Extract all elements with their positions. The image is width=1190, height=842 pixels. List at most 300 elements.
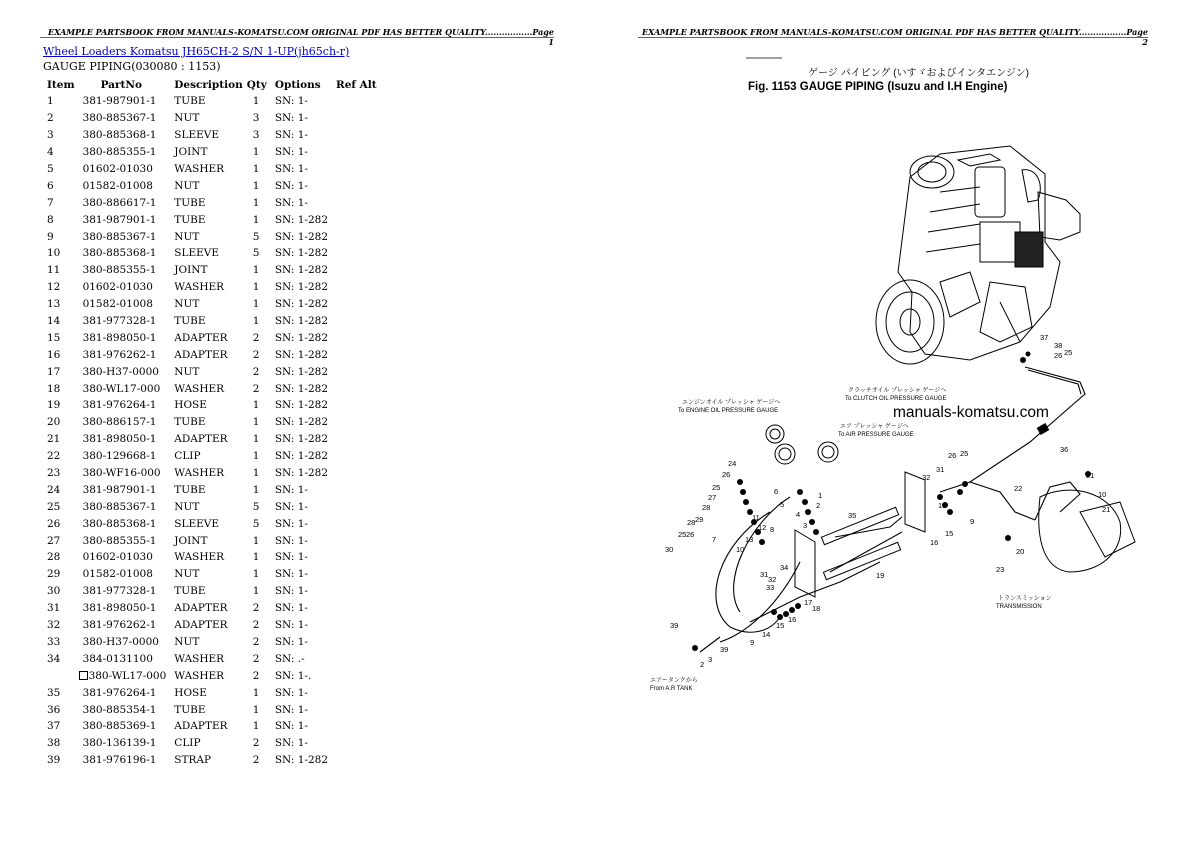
item-number: 34: [47, 652, 61, 665]
part-ref-alt: [332, 465, 381, 482]
part-qty: 1: [252, 146, 260, 159]
part-qty: 1: [252, 585, 260, 598]
item-number: 8: [47, 213, 54, 226]
table-row: [43, 481, 381, 498]
callout: 9: [970, 517, 975, 526]
part-ref-alt: [332, 346, 381, 363]
part-options: SN: 1-282: [274, 298, 328, 311]
part-number: 381-976262-1: [82, 619, 157, 632]
callout: 2: [700, 660, 705, 669]
part-number: [79, 667, 171, 684]
part-qty: 1: [252, 264, 260, 277]
part-options: SN: 1-282: [274, 467, 328, 480]
part-description: NUT: [174, 365, 200, 378]
part-qty: 1: [252, 703, 260, 716]
table-row: [43, 194, 381, 211]
part-description: ADAPTER: [174, 331, 228, 344]
item-number: 31: [47, 602, 61, 615]
part-description: ADAPTER: [174, 720, 228, 733]
part-description: TUBE: [174, 213, 206, 226]
part-options: SN: 1-: [274, 720, 308, 733]
col-options: Options: [274, 78, 321, 91]
part-number: 381-987901-1: [82, 213, 157, 226]
part-ref-alt: [332, 667, 381, 684]
callout: 26: [1054, 351, 1063, 360]
callout: 3: [803, 521, 808, 530]
part-ref-alt: [332, 194, 381, 211]
part-number-text: 380-WL17-000: [88, 669, 167, 682]
callout: 32: [922, 473, 931, 482]
item-number: 17: [47, 365, 61, 378]
part-qty: 5: [252, 247, 260, 260]
label-air: To AIR PRESSURE GAUGE: [838, 432, 914, 438]
table-row: [43, 684, 381, 701]
table-row: [43, 161, 381, 178]
part-number: 381-898050-1: [82, 602, 157, 615]
part-qty: 1: [252, 163, 260, 175]
part-description: WASHER: [174, 551, 225, 564]
part-options: SN: 1-: [274, 95, 308, 108]
callout: 15: [945, 529, 954, 538]
callout: 11: [752, 513, 760, 522]
part-options: SN: 1-282: [274, 247, 328, 260]
item-number: 11: [47, 264, 61, 277]
part-options: SN: .-: [274, 652, 305, 665]
part-qty: 3: [252, 129, 260, 142]
table-row: [43, 93, 381, 110]
part-description: HOSE: [174, 399, 207, 412]
part-qty: 2: [252, 382, 260, 395]
callout: 10: [938, 501, 947, 510]
item-number: 19: [47, 399, 61, 412]
part-number: 380-885355-1: [82, 534, 157, 547]
part-ref-alt: [332, 498, 381, 515]
callout: 5: [780, 500, 785, 509]
part-number: 380-885368-1: [82, 129, 157, 142]
part-options: SN: 1-282: [274, 433, 328, 446]
part-qty: 5: [252, 517, 260, 530]
part-qty: 2: [252, 348, 260, 361]
part-qty: 1: [252, 213, 260, 226]
part-description: SLEEVE: [174, 517, 220, 530]
part-qty: 1: [252, 534, 260, 547]
part-description: HOSE: [174, 686, 207, 699]
part-qty: 1: [252, 686, 260, 699]
part-number: 381-976196-1: [82, 754, 157, 767]
part-ref-alt: [332, 161, 381, 178]
item-number: 13: [47, 298, 61, 311]
page2-header-rule: [638, 37, 1148, 38]
label-clutch: To CLUTCH OIL PRESSURE GAUGE: [845, 396, 947, 402]
part-number: 01602-01030: [82, 163, 153, 175]
callout: 30: [665, 545, 674, 554]
callout: 2: [816, 501, 821, 510]
part-number: 380-885369-1: [82, 720, 157, 733]
part-description: ADAPTER: [174, 348, 228, 361]
part-description: WASHER: [174, 652, 225, 665]
part-qty: 1: [252, 95, 260, 108]
part-options: SN: 1-282: [274, 416, 328, 429]
callout: 1: [818, 491, 823, 500]
callout: 28: [702, 503, 711, 512]
table-row: [43, 346, 381, 363]
part-description: JOINT: [174, 264, 208, 277]
part-options: SN: 1-282: [274, 754, 328, 767]
part-ref-alt: [332, 414, 381, 431]
item-number: 2: [47, 112, 54, 125]
part-ref-alt: [332, 363, 381, 380]
exploded-diagram: [640, 42, 1150, 702]
item-number: 36: [47, 703, 61, 716]
part-options: SN: 1-: [274, 196, 308, 209]
page2-header: EXAMPLE PARTSBOOK FROM MANUALS-KOMATSU.COM ORIGINAL PDF HAS BETTER QUALITY.................Page 2: [642, 27, 1148, 47]
part-ref-alt: [332, 549, 381, 566]
label-transmission-jp: トランスミッション: [998, 596, 1052, 602]
callout: 34: [780, 563, 789, 572]
item-number: 24: [47, 483, 61, 496]
callout: 21: [1086, 471, 1095, 480]
part-options: SN: 1-: [274, 568, 308, 581]
part-description: NUT: [174, 568, 200, 581]
table-row: [43, 363, 381, 380]
table-row: [43, 414, 381, 431]
part-qty: 1: [252, 281, 260, 294]
item-number: 16: [47, 348, 61, 361]
table-row: [43, 380, 381, 397]
table-row: [43, 634, 381, 651]
callout: 25: [712, 483, 721, 492]
part-number: 380-885355-1: [82, 146, 157, 159]
item-number: 23: [47, 467, 61, 480]
part-number: 01602-01030: [82, 281, 153, 294]
part-qty: 1: [252, 298, 260, 311]
part-description: ADAPTER: [174, 433, 228, 446]
part-qty: 5: [252, 500, 260, 513]
part-number: 380-129668-1: [82, 450, 157, 463]
part-number: 381-977328-1: [82, 585, 157, 598]
part-number: 381-987901-1: [82, 95, 157, 108]
table-row: [43, 735, 381, 752]
item-number: 18: [47, 382, 61, 395]
callout: 22: [1014, 484, 1023, 493]
part-ref-alt: [332, 752, 381, 769]
item-number: 7: [47, 196, 54, 209]
part-options: SN: 1-282: [274, 315, 328, 328]
part-options: SN: 1-282: [274, 450, 328, 463]
part-qty: 1: [252, 720, 260, 733]
part-description: NUT: [174, 230, 200, 243]
part-number: 384-0131100: [82, 652, 153, 665]
part-options: SN: 1-282: [274, 230, 328, 243]
part-options: SN: 1-: [274, 686, 308, 699]
part-description: JOINT: [174, 146, 208, 159]
item-number: 27: [47, 534, 61, 547]
item-number: 32: [47, 619, 61, 632]
part-options: SN: 1-: [274, 483, 308, 496]
part-ref-alt: [332, 650, 381, 667]
item-number: 20: [47, 416, 61, 429]
callout: 25: [960, 449, 969, 458]
callout: 31: [760, 570, 769, 579]
part-number: 380-886617-1: [82, 196, 157, 209]
part-qty: 2: [252, 652, 260, 665]
callout: 24: [728, 459, 737, 468]
label-air-jp: エア プレッシャ ゲージへ: [840, 424, 909, 430]
table-row: [43, 701, 381, 718]
callout: 39: [720, 645, 729, 654]
table-row: [43, 498, 381, 515]
part-ref-alt: [332, 380, 381, 397]
callout: 23: [996, 565, 1005, 574]
part-number: 380-886157-1: [82, 416, 157, 429]
part-ref-alt: [332, 515, 381, 532]
part-number: 380-H37-0000: [82, 635, 159, 648]
part-description: TUBE: [174, 483, 206, 496]
part-description: NUT: [174, 500, 200, 513]
part-options: SN: 1-282: [274, 399, 328, 412]
item-number: 1: [47, 95, 54, 108]
item-number: [43, 667, 79, 684]
callout: 19: [876, 571, 885, 580]
callout: 21: [1102, 505, 1111, 514]
table-row: [43, 617, 381, 634]
item-number: 6: [47, 179, 54, 192]
engine-drawing: [876, 146, 1080, 364]
part-options: SN: 1-: [274, 146, 308, 159]
table-row: [43, 177, 381, 194]
part-ref-alt: [332, 211, 381, 228]
part-qty: 1: [252, 483, 260, 496]
item-number: 22: [47, 450, 61, 463]
part-options: SN: 1-282: [274, 382, 328, 395]
part-description: STRAP: [174, 754, 212, 767]
callout: 26: [948, 451, 957, 460]
part-options: SN: 1-: [274, 703, 308, 716]
part-options: SN: 1-282: [274, 365, 328, 378]
part-options: SN: 1-: [274, 619, 308, 632]
table-row: [43, 127, 381, 144]
part-qty: 1: [252, 399, 260, 412]
part-number: 381-976264-1: [82, 399, 157, 412]
callout: 25: [1064, 348, 1073, 357]
part-description: ADAPTER: [174, 602, 228, 615]
callout: 12: [758, 523, 767, 532]
item-number: 4: [47, 146, 54, 159]
part-ref-alt: [332, 228, 381, 245]
callout: 39: [670, 621, 679, 630]
part-qty: 1: [252, 467, 260, 480]
part-qty: 5: [252, 230, 260, 243]
part-qty: 2: [252, 365, 260, 378]
part-description: WASHER: [174, 669, 225, 682]
part-number: 381-976264-1: [82, 686, 157, 699]
item-number: 28: [47, 551, 61, 564]
callout: 10: [1098, 490, 1107, 499]
part-ref-alt: [332, 296, 381, 313]
part-options: SN: 1-: [274, 129, 308, 142]
part-description: TUBE: [174, 585, 206, 598]
col-ref-alt: Ref Alt: [336, 78, 377, 91]
callout: 13: [745, 535, 754, 544]
part-options: SN: 1-: [274, 635, 308, 648]
table-row: [43, 110, 381, 127]
part-ref-alt: [332, 110, 381, 127]
table-row: [43, 566, 381, 583]
part-ref-alt: [332, 701, 381, 718]
part-qty: 3: [252, 112, 260, 125]
part-number: 381-898050-1: [82, 331, 157, 344]
item-number: 30: [47, 585, 61, 598]
part-qty: 2: [252, 669, 260, 682]
part-qty: 1: [252, 433, 260, 446]
callout: 9: [750, 638, 755, 647]
table-row: [43, 228, 381, 245]
item-number: 25: [47, 500, 61, 513]
callout: 29: [695, 515, 704, 524]
table-row: [43, 515, 381, 532]
part-ref-alt: [332, 144, 381, 161]
item-number: 29: [47, 568, 61, 581]
part-ref-alt: [332, 448, 381, 465]
callout: 26: [686, 530, 695, 539]
part-ref-alt: [332, 313, 381, 330]
col-qty: Qty: [246, 78, 267, 91]
diagram-labels: [650, 386, 1052, 692]
part-qty: 1: [252, 196, 260, 209]
callout: 15: [776, 621, 785, 630]
part-description: SLEEVE: [174, 247, 220, 260]
part-description: TUBE: [174, 416, 206, 429]
part-number: 380-H37-0000: [82, 365, 159, 378]
callout: 26: [722, 470, 731, 479]
part-number: 380-885367-1: [82, 230, 157, 243]
part-description: CLIP: [174, 737, 201, 750]
item-number: 15: [47, 331, 61, 344]
parts-table-header: [43, 76, 381, 93]
col-description: Description: [174, 78, 243, 91]
parts-table: [43, 76, 381, 769]
part-ref-alt: [332, 634, 381, 651]
item-number: 9: [47, 230, 54, 243]
part-qty: 2: [252, 619, 260, 632]
part-qty: 2: [252, 635, 260, 648]
part-number: 381-976262-1: [82, 348, 157, 361]
part-number: 381-898050-1: [82, 433, 157, 446]
part-ref-alt: [332, 735, 381, 752]
part-ref-alt: [332, 583, 381, 600]
callout: 28: [687, 518, 696, 527]
part-qty: 1: [252, 179, 260, 192]
table-row: [43, 144, 381, 161]
part-options: SN: 1-282: [274, 348, 328, 361]
table-row: [43, 245, 381, 262]
part-description: ADAPTER: [174, 619, 228, 632]
table-row: [43, 718, 381, 735]
table-row: [43, 600, 381, 617]
callout: 6: [774, 487, 779, 496]
part-number: 380-WL17-000: [82, 382, 161, 395]
table-row: [43, 465, 381, 482]
part-ref-alt: [332, 262, 381, 279]
part-description: WASHER: [174, 467, 225, 480]
callout: 17: [804, 598, 813, 607]
callout: 16: [788, 615, 797, 624]
part-number: 380-136139-1: [82, 737, 157, 750]
parts-table-body: [43, 93, 381, 769]
part-description: TUBE: [174, 703, 206, 716]
part-options: SN: 1-282: [274, 264, 328, 277]
part-ref-alt: [332, 481, 381, 498]
part-number: 01582-01008: [82, 298, 153, 311]
watermark: manuals-komatsu.com: [893, 404, 1049, 421]
figure-title: Fig. 1153 GAUGE PIPING (Isuzu and I.H Engine): [748, 81, 1008, 93]
item-number: 39: [47, 754, 61, 767]
callout: 32: [768, 575, 777, 584]
part-number: 380-885355-1: [82, 264, 157, 277]
item-number: 35: [47, 686, 61, 699]
part-description: NUT: [174, 179, 200, 192]
callout: 7: [712, 535, 717, 544]
item-number: 26: [47, 517, 61, 530]
part-qty: 2: [252, 754, 260, 767]
part-description: NUT: [174, 112, 200, 125]
part-ref-alt: [332, 684, 381, 701]
part-number: 380-885368-1: [82, 247, 157, 260]
callout: 25: [678, 530, 687, 539]
part-description: TUBE: [174, 315, 206, 328]
part-options: SN: 1-282: [274, 331, 328, 344]
gauges: [766, 425, 838, 464]
callout: 3: [708, 655, 713, 664]
callout: 33: [766, 583, 775, 592]
part-qty: 1: [252, 551, 260, 564]
part-options: SN: 1-: [274, 737, 308, 750]
part-ref-alt: [332, 397, 381, 414]
part-description: WASHER: [174, 163, 225, 175]
part-description: WASHER: [174, 281, 225, 294]
item-number: 5: [47, 163, 54, 175]
part-options: SN: 1-: [274, 585, 308, 598]
item-number: 3: [47, 129, 54, 142]
item-number: 21: [47, 433, 61, 446]
callout: 38: [1054, 341, 1063, 350]
part-qty: 2: [252, 331, 260, 344]
table-row: [43, 549, 381, 566]
model-link[interactable]: Wheel Loaders Komatsu JH65CH-2 S/N 1-UP(jh65ch-r): [43, 45, 350, 58]
table-row: [43, 448, 381, 465]
part-options: SN: 1-: [274, 500, 308, 513]
page1-header: EXAMPLE PARTSBOOK FROM MANUALS-KOMATSU.COM ORIGINAL PDF HAS BETTER QUALITY.................Page 1: [48, 27, 554, 47]
part-number: 381-977328-1: [82, 315, 157, 328]
part-ref-alt: [332, 245, 381, 262]
callout: 37: [1040, 333, 1049, 342]
table-row: [43, 329, 381, 346]
part-ref-alt: [332, 177, 381, 194]
label-engine-oil: To ENGINE OIL PRESSURE GAUGE: [678, 408, 779, 414]
col-item: Item: [47, 78, 75, 91]
part-options: SN: 1-.: [274, 669, 312, 682]
part-options: SN: 1-: [274, 517, 308, 530]
part-qty: 1: [252, 315, 260, 328]
part-qty: 2: [252, 737, 260, 750]
alternate-marker-icon: [79, 671, 88, 680]
part-number: 01602-01030: [82, 551, 153, 564]
callout: 4: [796, 510, 801, 519]
part-ref-alt: [332, 600, 381, 617]
part-options: SN: 1-282: [274, 281, 328, 294]
part-ref-alt: [332, 329, 381, 346]
part-number: 380-885368-1: [82, 517, 157, 530]
